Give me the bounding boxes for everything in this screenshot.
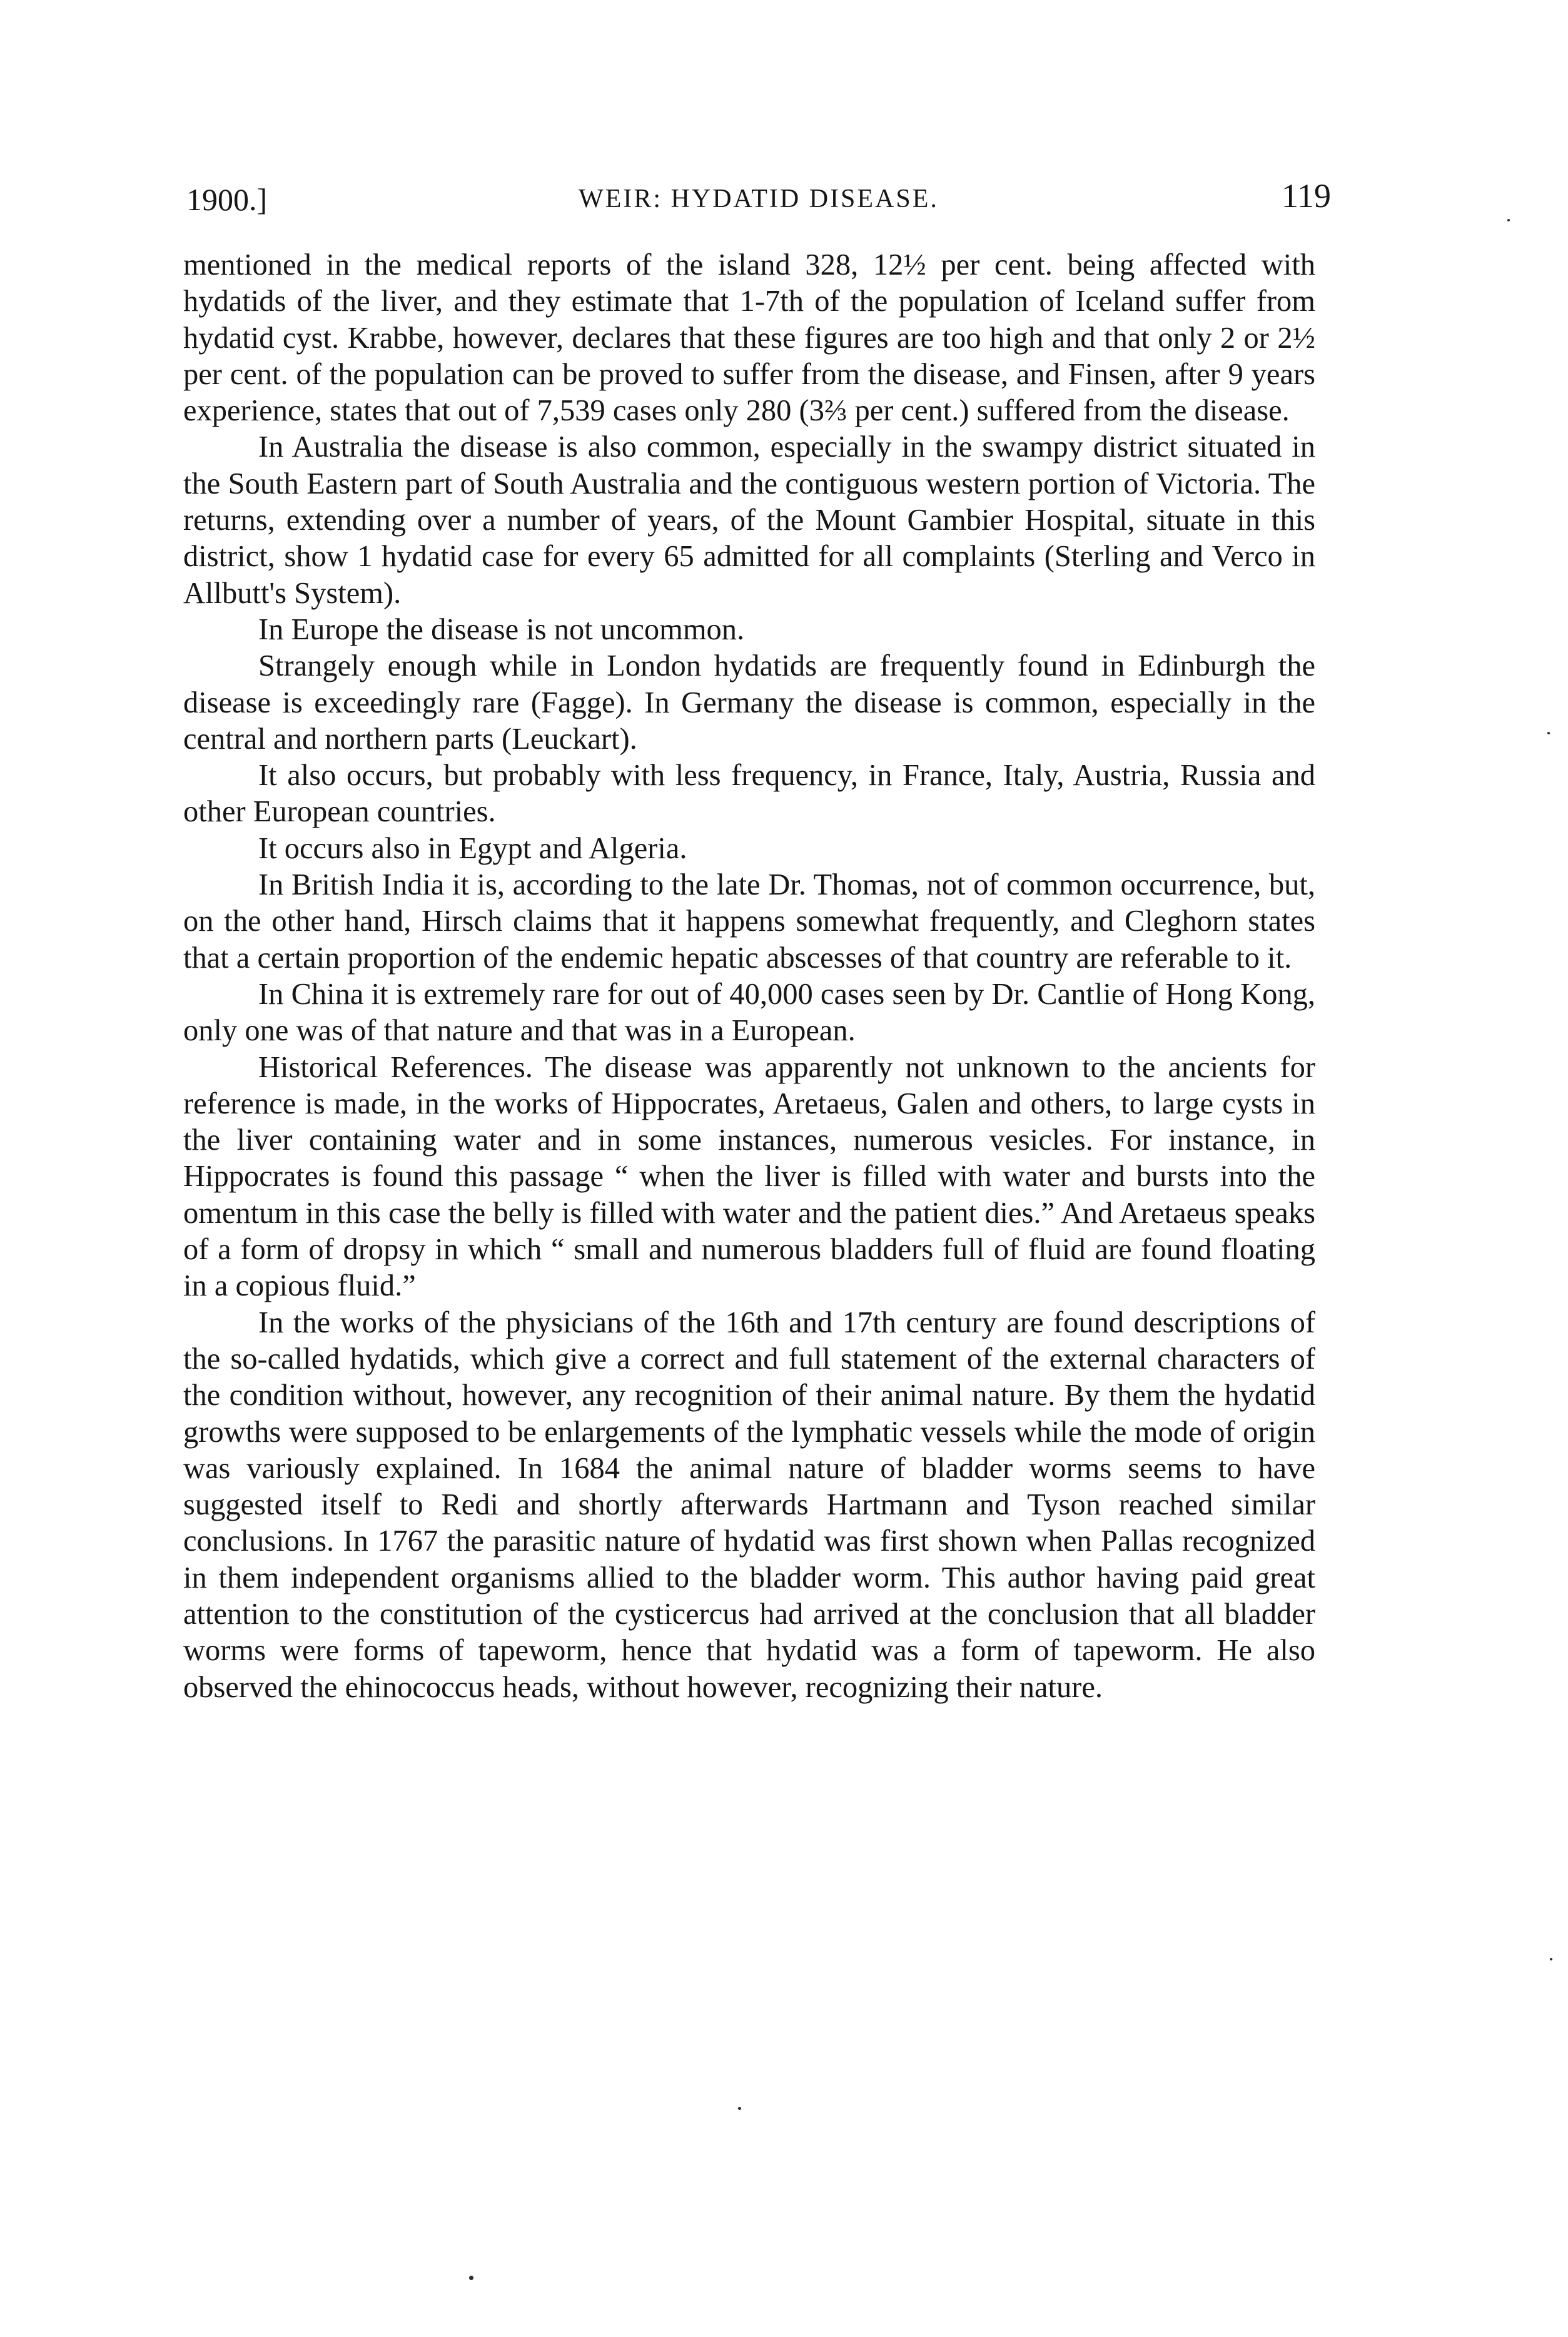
header-year: 1900.]	[186, 182, 268, 217]
header-title: WEIR: HYDATID DISEASE.	[579, 185, 939, 213]
scan-speck	[1507, 219, 1510, 221]
paragraph-british-india: In British India it is, according to the late Dr. Thomas, not of common occurrence, but, on the other hand, Hirsch claims that it happens somewhat frequently, and Cleghorn states that a certain proportion of the endemic hepatic abscesses of that country are referable to it.	[183, 868, 1315, 975]
paragraph-historical-references: Historical References. The disease was apparently not unknown to the ancients for reference is made, in the works of Hippocrates, Aretaeus, Galen and others, to large cysts in the liver containing water and in some instances, numerous vesicles. For instance, in Hippocrates is found this passage “ when the liver is filled with water and bursts into the omentum in this case the belly is filled with water and the patient dies.” And Aretaeus speaks of a form of dropsy in which “ small and numerous bladders full of fluid are found floating in a copious fluid.”	[183, 1050, 1315, 1303]
paragraph-china: In China it is extremely rare for out of 40,000 cases seen by Dr. Cantlie of Hong Kong, only one was of that nature and that was in a European.	[183, 977, 1315, 1048]
scan-speck	[1550, 1958, 1552, 1960]
article-body	[183, 247, 1315, 1706]
paragraph-london-edinburgh: Strangely enough while in London hydatids are frequently found in Edinburgh the disease is exceedingly rare (Fagge). In Germany the disease is common, especially in the central and northern parts (Leuckart).	[183, 649, 1315, 756]
paragraph-egypt-algeria: It occurs also in Egypt and Algeria.	[258, 831, 687, 865]
page-number: 119	[1282, 177, 1331, 215]
paragraph-australia: In Australia the disease is also common, especially in the swampy district situated in the South Eastern part of South Australia and the contiguous western portion of Victoria. The returns, extending over a number of years, of the Mount Gambier Hospital, situate in this district, show 1 hydatid case for every 65 admitted for all complaints (Sterling and Verco in Allbutt's System).	[183, 430, 1315, 610]
scan-speck	[1547, 732, 1550, 734]
paragraph-16th-17th-century: In the works of the physicians of the 16th and 17th century are found descriptions of the so-called hydatids, which give a correct and full statement of the external characters of the condition without, however, any recognition of their animal nature. By them the hydatid growths were supposed to be enlargements of the lymphatic vessels while the mode of origin was variously explained. In 1684 the animal nature of bladder worms seems to have suggested itself to Redi and shortly afterwards Hartmann and Tyson reached similar conclusions. In 1767 the parasitic nature of hydatid was first shown when Pallas recognized in them independent organisms allied to the bladder worm. This author having paid great attention to the constitution of the cysticercus had arrived at the conclusion that all bladder worms were forms of tapeworm, hence that hydatid was a form of tapeworm. He also observed the ehinococcus heads, without however, recognizing their nature.	[183, 1305, 1315, 1704]
paragraph-france-italy: It also occurs, but probably with less frequency, in France, Italy, Austria, Russia and other European countries.	[183, 759, 1315, 829]
scan-speck	[738, 2107, 741, 2110]
paragraph-europe: In Europe the disease is not uncommon.	[258, 612, 745, 646]
running-head	[186, 176, 1331, 220]
paragraph-iceland-continued: mentioned in the medical reports of the island 328, 12½ per cent. being affected with hydatids of the liver, and they estimate that 1-7th of the population of Iceland suffer from hydatid cyst. Krabbe, however, declares that these figures are too high and that only 2 or 2½ per cent. of the population can be proved to suffer from the disease, and Finsen, after 9 years experience, states that out of 7,539 cases only 280 (3⅔ per cent.) suffered from the disease.	[183, 248, 1315, 428]
scan-speck	[469, 2276, 473, 2280]
